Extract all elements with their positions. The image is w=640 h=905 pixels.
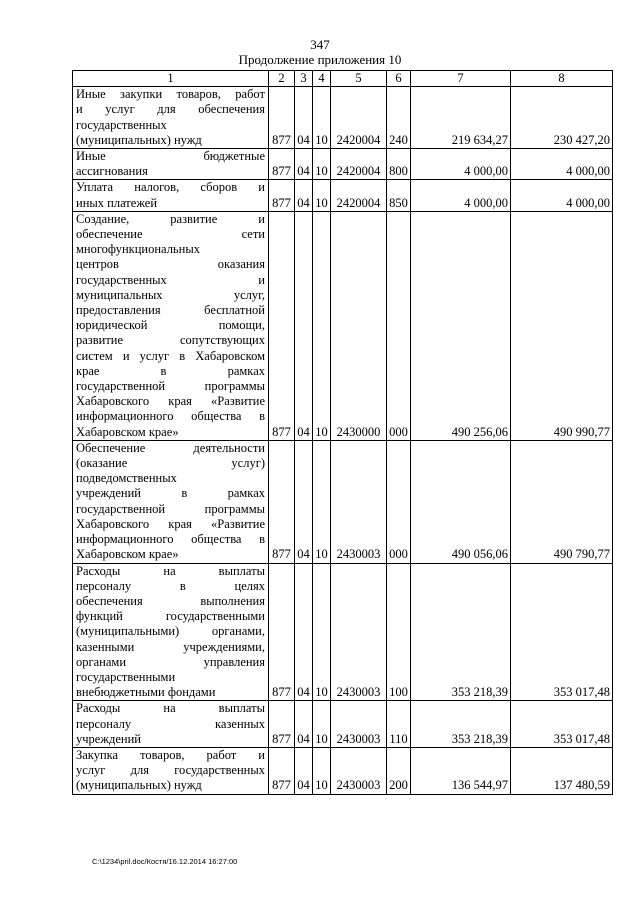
- header-row: [73, 71, 613, 87]
- cell-c2: 877: [269, 87, 295, 149]
- col-header: 7: [411, 71, 511, 87]
- page-number: 347: [310, 37, 330, 52]
- description-line: Хабаровского края «Развитие: [76, 394, 265, 409]
- cell-c4: 10: [313, 701, 331, 748]
- description-line: муниципальных услуг,: [76, 287, 265, 302]
- description-line: и услуг для обеспечения: [76, 102, 265, 117]
- cell-c6: 100: [387, 563, 411, 701]
- cell-c3: 04: [295, 149, 313, 180]
- description-line: государственных и: [76, 272, 265, 287]
- cell-c4: 10: [313, 87, 331, 149]
- cell-c8: 4 000,00: [511, 180, 613, 211]
- description-line: Иные закупки товаров, работ: [76, 87, 265, 102]
- cell-c6: 000: [387, 211, 411, 440]
- cell-c2: 877: [269, 440, 295, 563]
- col-header: 8: [511, 71, 613, 87]
- cell-c7: 490 256,06: [411, 211, 511, 440]
- budget-table: [72, 70, 613, 795]
- description-line: Обеспечение деятельности: [76, 440, 265, 455]
- description-line: (муниципальными) органами,: [76, 624, 265, 639]
- cell-c8: 230 427,20: [511, 87, 613, 149]
- col-header: 4: [313, 71, 331, 87]
- description-line: (муниципальных) нужд: [76, 132, 202, 147]
- cell-c2: 877: [269, 211, 295, 440]
- description-line: развитие сопутствующих: [76, 333, 265, 348]
- row-description: [73, 747, 269, 794]
- row-description: [73, 701, 269, 748]
- col-header: 6: [387, 71, 411, 87]
- description-line: государственных: [76, 117, 167, 132]
- description-line: иных платежей: [76, 195, 158, 210]
- description-line: Закупка товаров, работ и: [76, 747, 265, 762]
- table-row: [73, 180, 613, 211]
- description-line: (оказание услуг): [76, 456, 265, 471]
- cell-c8: 490 790,77: [511, 440, 613, 563]
- col-header: 1: [73, 71, 269, 87]
- cell-c6: 000: [387, 440, 411, 563]
- description-line: Хабаровского края «Развитие: [76, 516, 265, 531]
- cell-c8: 353 017,48: [511, 701, 613, 748]
- row-description: [73, 440, 269, 563]
- description-line: персоналу в целях: [76, 578, 265, 593]
- col-header: 2: [269, 71, 295, 87]
- cell-c5: 2430003: [331, 747, 387, 794]
- cell-c7: 353 218,39: [411, 563, 511, 701]
- description-line: предоставления бесплатной: [76, 303, 265, 318]
- col-header: 5: [331, 71, 387, 87]
- description-line: Хабаровском крае»: [76, 424, 179, 439]
- description-line: крае в рамках: [76, 363, 265, 378]
- cell-c6: 850: [387, 180, 411, 211]
- cell-c3: 04: [295, 180, 313, 211]
- cell-c3: 04: [295, 87, 313, 149]
- cell-c7: 219 634,27: [411, 87, 511, 149]
- table-row: [73, 149, 613, 180]
- description-line: обеспечения выполнения: [76, 593, 265, 608]
- cell-c7: 490 056,06: [411, 440, 511, 563]
- description-line: государственной программы: [76, 379, 265, 394]
- cell-c7: 4 000,00: [411, 149, 511, 180]
- description-line: учреждений: [76, 731, 141, 746]
- table-row: [73, 747, 613, 794]
- cell-c4: 10: [313, 747, 331, 794]
- description-line: учреждений в рамках: [76, 486, 265, 501]
- cell-c4: 10: [313, 149, 331, 180]
- table-row: [73, 211, 613, 440]
- table-row: [73, 440, 613, 563]
- cell-c8: 490 990,77: [511, 211, 613, 440]
- description-line: внебюджетными фондами: [76, 685, 216, 700]
- cell-c2: 877: [269, 563, 295, 701]
- description-line: персоналу казенных: [76, 716, 265, 731]
- cell-c2: 877: [269, 180, 295, 211]
- description-line: систем и услуг в Хабаровском: [76, 348, 265, 363]
- table-row: [73, 701, 613, 748]
- col-header: 3: [295, 71, 313, 87]
- description-line: государственными: [76, 669, 176, 684]
- row-description: [73, 149, 269, 180]
- description-line: юридической помощи,: [76, 318, 265, 333]
- cell-c3: 04: [295, 701, 313, 748]
- description-line: центров оказания: [76, 257, 265, 272]
- description-line: Уплата налогов, сборов и: [76, 180, 265, 195]
- cell-c6: 110: [387, 701, 411, 748]
- description-line: (муниципальных) нужд: [76, 778, 202, 793]
- description-line: органами управления: [76, 654, 265, 669]
- description-line: услуг для государственных: [76, 763, 265, 778]
- description-line: подведомственных: [76, 471, 177, 486]
- table-row: [73, 563, 613, 701]
- cell-c3: 04: [295, 440, 313, 563]
- appendix-subtitle: Продолжение приложения 10: [238, 52, 402, 67]
- row-description: [73, 180, 269, 211]
- cell-c5: 2430000: [331, 211, 387, 440]
- cell-c6: 240: [387, 87, 411, 149]
- description-line: Иные бюджетные: [76, 149, 265, 164]
- cell-c3: 04: [295, 747, 313, 794]
- cell-c4: 10: [313, 211, 331, 440]
- cell-c5: 2430003: [331, 701, 387, 748]
- description-line: многофункциональных: [76, 242, 200, 257]
- cell-c8: 353 017,48: [511, 563, 613, 701]
- cell-c4: 10: [313, 563, 331, 701]
- description-line: информационного общества в: [76, 409, 265, 424]
- description-line: Создание, развитие и: [76, 211, 265, 226]
- file-path-footer: C:\1234\pril.doc/Костя/16.12.2014 16:27:00: [92, 857, 238, 866]
- cell-c6: 200: [387, 747, 411, 794]
- cell-c5: 2420004: [331, 87, 387, 149]
- table-row: [73, 87, 613, 149]
- cell-c7: 136 544,97: [411, 747, 511, 794]
- cell-c5: 2420004: [331, 180, 387, 211]
- description-line: ассигнования: [76, 164, 148, 179]
- cell-c5: 2430003: [331, 563, 387, 701]
- description-line: Расходы на выплаты: [76, 701, 265, 716]
- cell-c3: 04: [295, 563, 313, 701]
- cell-c2: 877: [269, 701, 295, 748]
- description-line: Хабаровском крае»: [76, 547, 179, 562]
- cell-c7: 4 000,00: [411, 180, 511, 211]
- row-description: [73, 87, 269, 149]
- cell-c5: 2430003: [331, 440, 387, 563]
- cell-c3: 04: [295, 211, 313, 440]
- description-line: государственной программы: [76, 501, 265, 516]
- description-line: обеспечение сети: [76, 227, 265, 242]
- cell-c2: 877: [269, 747, 295, 794]
- cell-c2: 877: [269, 149, 295, 180]
- cell-c6: 800: [387, 149, 411, 180]
- row-description: [73, 211, 269, 440]
- cell-c8: 137 480,59: [511, 747, 613, 794]
- description-line: функций государственными: [76, 609, 265, 624]
- description-line: Расходы на выплаты: [76, 563, 265, 578]
- cell-c8: 4 000,00: [511, 149, 613, 180]
- row-description: [73, 563, 269, 701]
- description-line: казенными учреждениями,: [76, 639, 265, 654]
- cell-c5: 2420004: [331, 149, 387, 180]
- cell-c7: 353 218,39: [411, 701, 511, 748]
- description-line: информационного общества в: [76, 532, 265, 547]
- cell-c4: 10: [313, 180, 331, 211]
- cell-c4: 10: [313, 440, 331, 563]
